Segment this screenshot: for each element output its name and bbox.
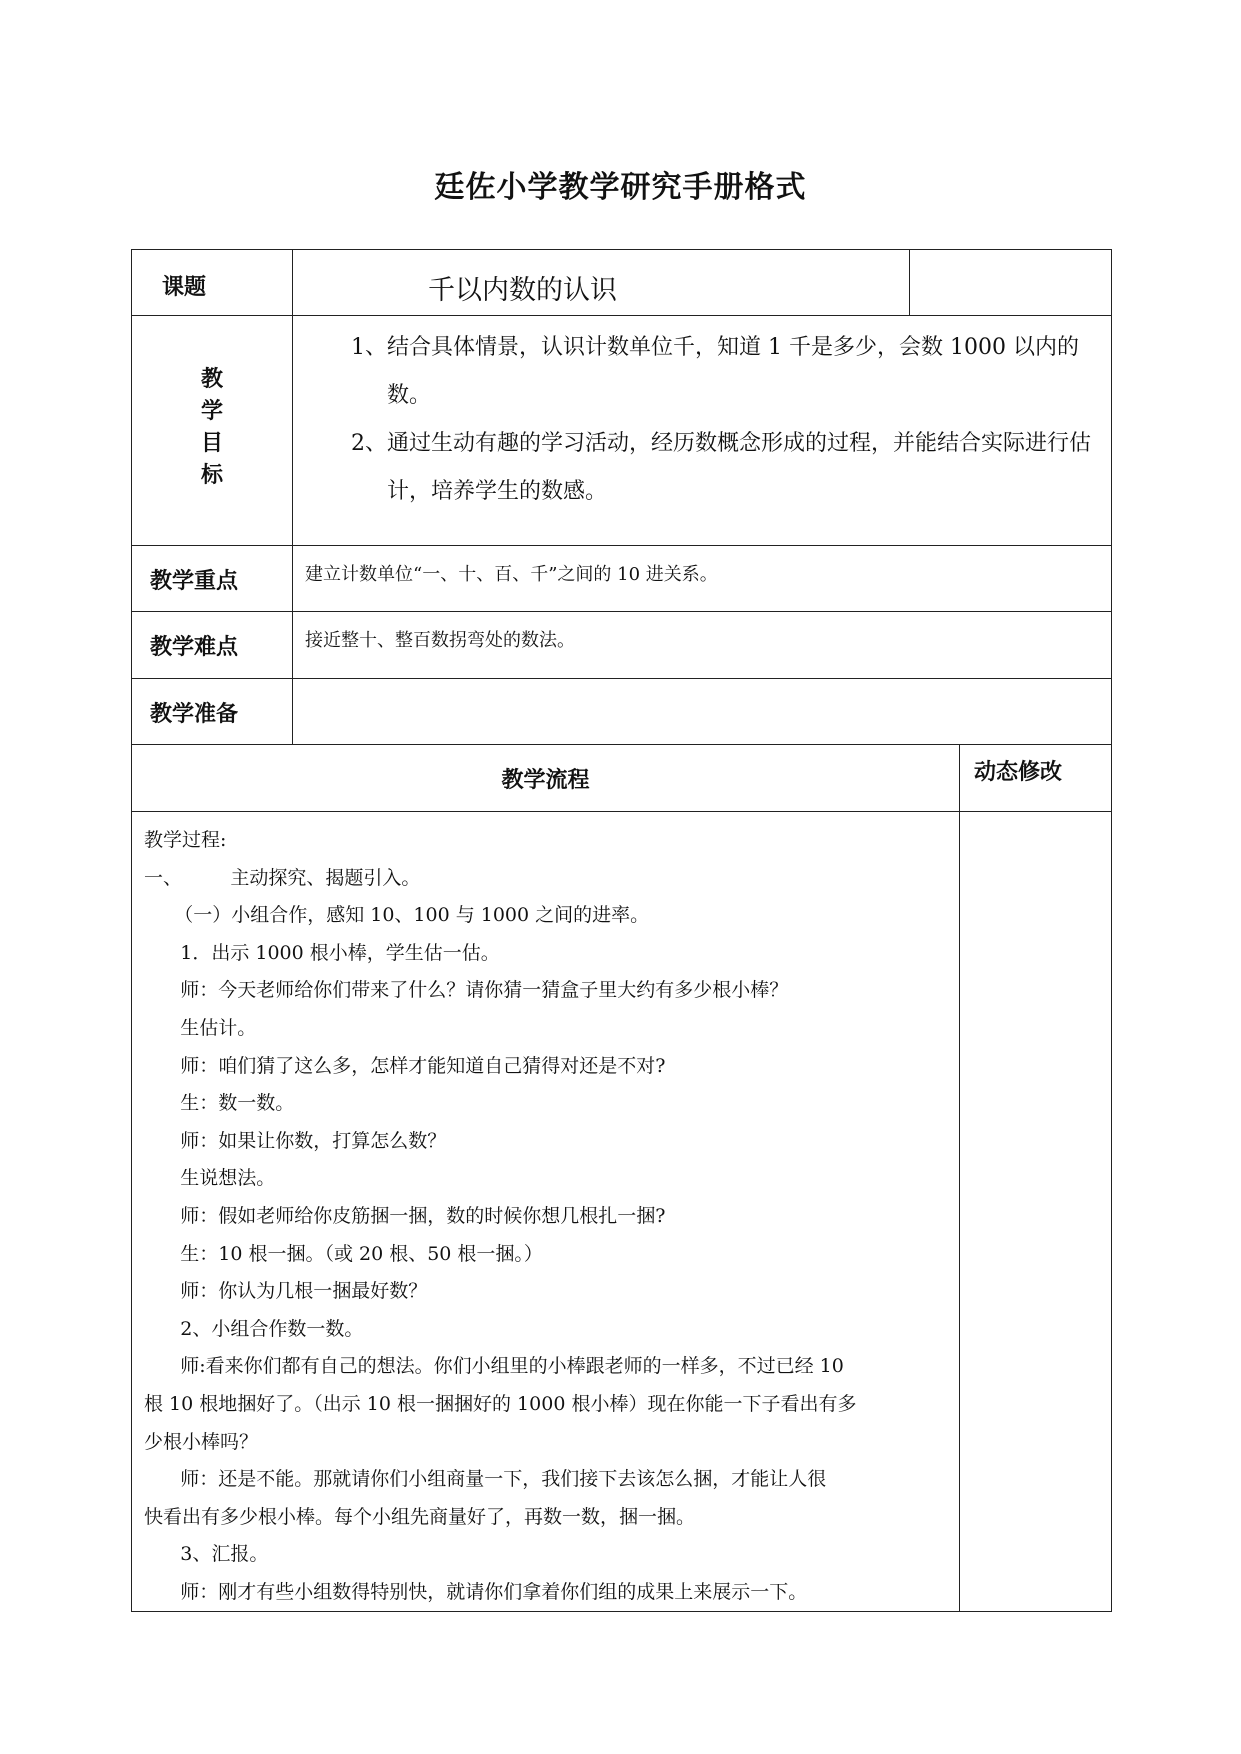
difficulty-value: 接近整十、整百数拐弯处的数法。 [293, 612, 1112, 679]
key-point-row [132, 546, 1112, 612]
topic-row [132, 250, 1112, 316]
process-line: 师:看来你们都有自己的想法。你们小组里的小棒跟老师的一样多，不过已经 10 [144, 1355, 844, 1378]
process-line: 师：咱们猜了这么多，怎样才能知道自己猜得对还是不对? [144, 1054, 666, 1077]
goals-content [293, 316, 1112, 546]
topic-extra-cell [910, 250, 1112, 316]
lesson-plan-table [131, 249, 1112, 1612]
topic-value: 千以内数的认识 [293, 250, 910, 316]
preparation-value [293, 679, 1112, 745]
process-line: （一）小组合作，感知 10、100 与 1000 之间的进率。 [144, 904, 650, 927]
difficulty-row [132, 612, 1112, 679]
topic-label: 课题 [132, 250, 293, 316]
goals-row [132, 316, 1112, 546]
key-point-label: 教学重点 [132, 546, 293, 612]
goal-item: 2、通过生动有趣的学习活动，经历数概念形成的过程，并能结合实际进行估计，培养学生的数感。 [351, 431, 1091, 504]
process-line: 生估计。 [144, 1016, 257, 1039]
page-title: 廷佐小学教学研究手册格式 [434, 170, 807, 205]
flow-header-row [132, 745, 1112, 812]
goals-label-char: 目 [200, 431, 223, 456]
key-point-value: 建立计数单位“一、十、百、千”之间的 10 进关系。 [293, 546, 1112, 612]
process-line: 生：10 根一捆。（或 20 根、50 根一捆。） [144, 1242, 543, 1265]
process-line: 快看出有多少根小棒。每个小组先商量好了，再数一数，捆一捆。 [144, 1505, 696, 1528]
goals-label-char: 学 [200, 399, 223, 424]
process-line: 师：刚才有些小组数得特别快，就请你们拿着你们组的成果上来展示一下。 [144, 1580, 808, 1603]
goals-label [132, 316, 293, 546]
process-line: 师：还是不能。那就请你们小组商量一下，我们接下去该怎么捆，才能让人很 [144, 1468, 827, 1491]
process-content [132, 812, 960, 1612]
preparation-row [132, 679, 1112, 745]
preparation-label: 教学准备 [132, 679, 293, 745]
process-line: 师：你认为几根一捆最好数？ [144, 1280, 428, 1303]
process-line: 生：数一数。 [144, 1092, 295, 1115]
process-line: 教学过程: [144, 829, 227, 851]
goals-label-char: 标 [200, 463, 223, 488]
process-line: 3、汇报。 [144, 1543, 269, 1566]
process-line: 2、小组合作数一数。 [144, 1317, 364, 1340]
process-line: 生说想法。 [144, 1167, 276, 1190]
process-line: 师：如果让你数，打算怎么数？ [144, 1129, 447, 1152]
goal-item: 1、结合具体情景，认识计数单位千，知道 1 千是多少，会数 1000 以内的数。 [351, 335, 1079, 408]
process-line: 一、 主动探究、揭题引入。 [144, 866, 421, 889]
process-line: 师：假如老师给你皮筋捆一捆，数的时候你想几根扎一捆? [144, 1204, 666, 1227]
process-row [132, 812, 1112, 1612]
goals-label-char: 教 [200, 367, 223, 392]
modification-label: 动态修改 [960, 745, 1112, 812]
process-line: 1．出示 1000 根小棒，学生估一估。 [144, 941, 500, 964]
process-line: 师：今天老师给你们带来了什么？请你猜一猜盒子里大约有多少根小棒？ [144, 979, 789, 1002]
difficulty-label: 教学难点 [132, 612, 293, 679]
process-line: 根 10 根地捆好了。（出示 10 根一捆捆好的 1000 根小棒）现在你能一下子看出有多 [144, 1392, 857, 1415]
process-lines [144, 822, 945, 1611]
modification-content [960, 812, 1112, 1612]
flow-label: 教学流程 [132, 745, 960, 812]
process-line: 少根小棒吗？ [144, 1430, 259, 1453]
